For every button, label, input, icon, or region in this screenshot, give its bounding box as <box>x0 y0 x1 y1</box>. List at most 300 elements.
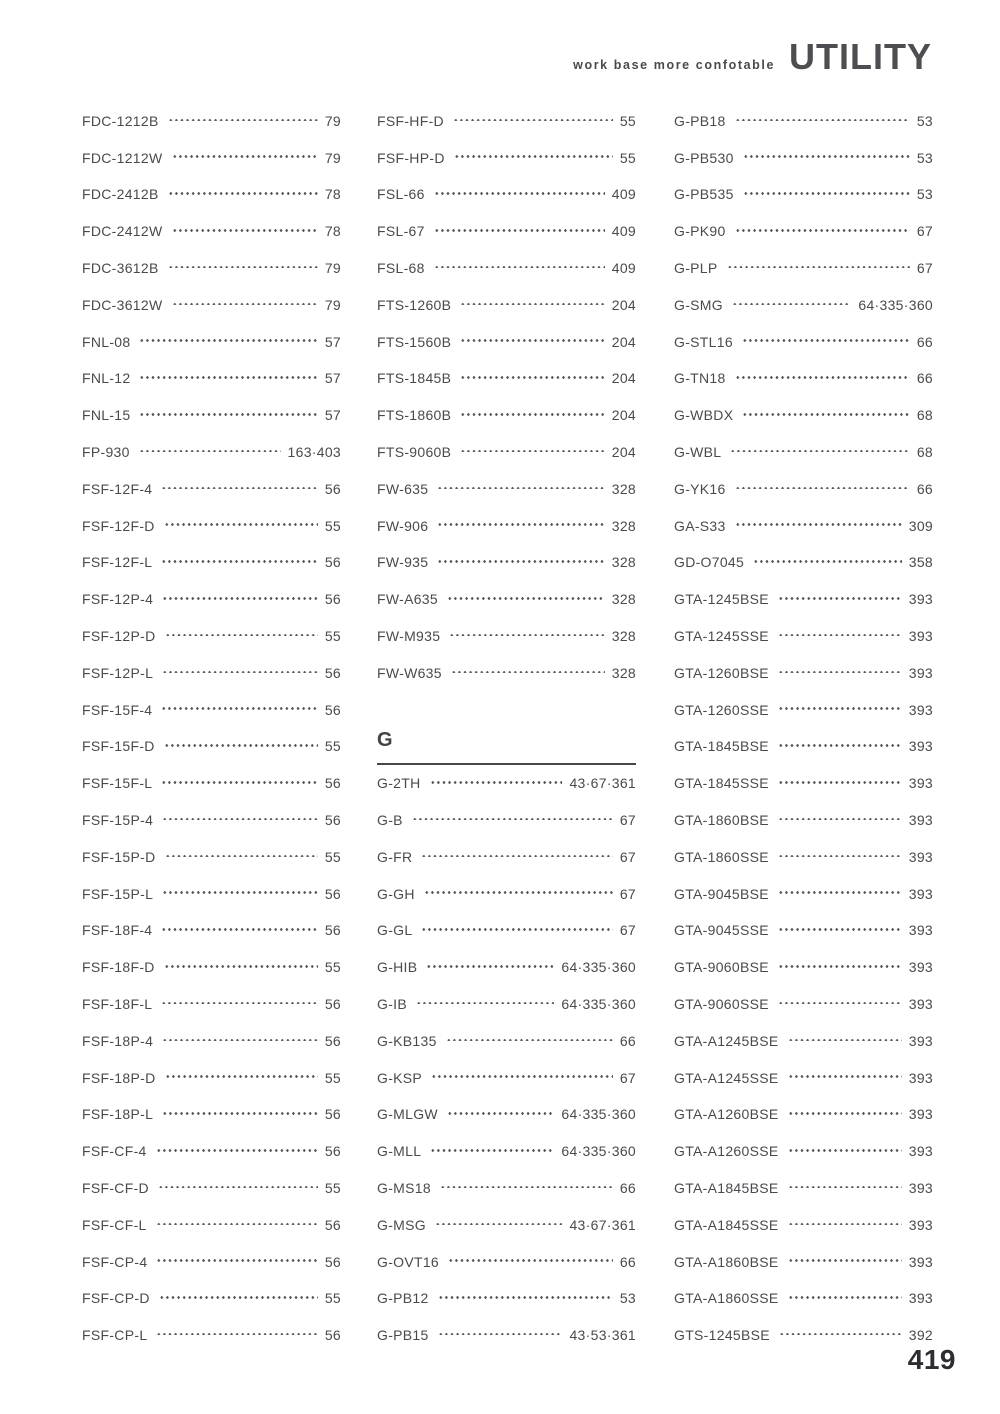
page-reference: 67 <box>619 885 636 902</box>
dot-leader <box>416 1002 554 1005</box>
page-reference: 55 <box>619 112 636 129</box>
index-entry <box>82 912 341 949</box>
page-reference: 78 <box>324 186 341 203</box>
product-code: FNL-12 <box>82 370 131 387</box>
dot-leader <box>451 671 605 674</box>
dot-leader <box>778 891 902 894</box>
product-code: FTS-1260B <box>377 296 452 313</box>
index-entry <box>377 360 636 397</box>
index-entry <box>82 470 341 507</box>
page-reference: 393 <box>908 664 933 681</box>
page-reference: 204 <box>611 370 636 387</box>
product-code: FSL-67 <box>377 223 425 240</box>
page-reference: 358 <box>908 554 933 571</box>
dot-leader <box>168 119 318 122</box>
product-code: FW-M935 <box>377 628 441 645</box>
index-column-1 <box>82 103 341 1354</box>
dot-leader <box>788 1186 902 1189</box>
dot-leader <box>788 1296 902 1299</box>
product-code: FDC-2412W <box>82 223 163 240</box>
index-entry <box>82 397 341 434</box>
page-reference: 56 <box>324 554 341 571</box>
product-code: G-KSP <box>377 1069 423 1086</box>
header-tagline: work base more confotable <box>573 58 776 72</box>
dot-leader <box>172 155 318 158</box>
dot-leader <box>735 523 902 526</box>
index-entry <box>377 286 636 323</box>
section-spacer <box>377 691 636 728</box>
dot-leader <box>437 560 604 563</box>
page-reference: 328 <box>611 554 636 571</box>
dot-leader <box>446 1039 613 1042</box>
product-code: FSF-12P-L <box>82 664 154 681</box>
index-entry <box>377 103 636 140</box>
product-code: GTA-A1860BSE <box>674 1253 779 1270</box>
page-reference: 328 <box>611 517 636 534</box>
page-reference: 56 <box>324 1253 341 1270</box>
index-entry <box>82 360 341 397</box>
page-reference: 393 <box>908 1106 933 1123</box>
index-entry <box>674 1133 933 1170</box>
dot-leader <box>161 928 317 931</box>
page-reference: 393 <box>908 848 933 865</box>
page-reference: 53 <box>916 149 933 166</box>
page-reference: 393 <box>908 959 933 976</box>
page-reference: 79 <box>324 296 341 313</box>
page-reference: 43·67·361 <box>569 775 636 792</box>
dot-leader <box>778 818 902 821</box>
dot-leader <box>778 671 902 674</box>
index-entry <box>674 1243 933 1280</box>
index-entry <box>377 765 636 802</box>
index-entry <box>82 103 341 140</box>
dot-leader <box>454 155 613 158</box>
product-code: G-KB135 <box>377 1032 437 1049</box>
index-entry <box>377 986 636 1023</box>
product-code: GTA-9060BSE <box>674 959 769 976</box>
index-entry <box>82 213 341 250</box>
index-entry <box>377 1170 636 1207</box>
dot-leader <box>139 413 317 416</box>
dot-leader <box>788 1223 902 1226</box>
dot-leader <box>172 303 318 306</box>
product-code: G-MLL <box>377 1143 422 1160</box>
product-code: GTA-1245BSE <box>674 591 769 608</box>
product-code: FSF-15P-D <box>82 848 156 865</box>
page-reference: 66 <box>916 480 933 497</box>
product-code: FTS-1845B <box>377 370 452 387</box>
index-entry <box>82 286 341 323</box>
page-reference: 393 <box>908 885 933 902</box>
index-entry <box>82 1096 341 1133</box>
dot-leader <box>412 818 613 821</box>
dot-leader <box>165 634 318 637</box>
dot-leader <box>421 855 612 858</box>
page-reference: 57 <box>324 333 341 350</box>
index-entry <box>674 323 933 360</box>
product-code: FSF-HP-D <box>377 149 445 166</box>
product-code: FSF-CF-D <box>82 1180 149 1196</box>
index-entry <box>674 507 933 544</box>
page-header <box>573 36 932 78</box>
product-code: G-PB12 <box>377 1290 429 1307</box>
dot-leader <box>165 855 318 858</box>
page-reference: 56 <box>324 996 341 1013</box>
page-reference: 393 <box>908 738 933 755</box>
page-reference: 56 <box>324 480 341 497</box>
dot-leader <box>159 1296 318 1299</box>
dot-leader <box>156 1223 318 1226</box>
dot-leader <box>788 1149 902 1152</box>
product-code: FDC-1212W <box>82 149 163 166</box>
product-code: G-MLGW <box>377 1106 438 1123</box>
product-code: GTA-9060SSE <box>674 996 769 1013</box>
index-entry <box>82 1022 341 1059</box>
page-reference: 204 <box>611 407 636 424</box>
page-reference: 56 <box>324 1143 341 1160</box>
dot-leader <box>779 1333 902 1336</box>
dot-leader <box>778 707 902 710</box>
product-code: FSF-18P-4 <box>82 1032 154 1049</box>
product-code: GTA-1260BSE <box>674 664 769 681</box>
dot-leader <box>727 266 910 269</box>
dot-leader <box>435 1223 563 1226</box>
page-reference: 309 <box>908 517 933 534</box>
dot-leader <box>778 744 902 747</box>
dot-leader <box>158 1186 318 1189</box>
index-entry <box>82 1317 341 1354</box>
index-entry <box>377 1206 636 1243</box>
index-entry <box>674 139 933 176</box>
index-entry <box>674 949 933 986</box>
product-code: FSF-18F-L <box>82 996 153 1013</box>
index-entry <box>674 838 933 875</box>
page-reference: 53 <box>619 1290 636 1307</box>
index-entry <box>674 470 933 507</box>
product-code: FP-930 <box>82 444 130 461</box>
index-entry <box>377 1133 636 1170</box>
page-reference: 56 <box>324 1327 341 1344</box>
page-reference: 57 <box>324 407 341 424</box>
page-reference: 204 <box>611 296 636 313</box>
index-entry <box>674 103 933 140</box>
product-code: G-GL <box>377 922 413 939</box>
page-reference: 55 <box>324 1069 341 1086</box>
product-code: FSF-18F-D <box>82 959 155 976</box>
product-code: FDC-3612B <box>82 260 159 277</box>
page-reference: 67 <box>916 223 933 240</box>
page-reference: 78 <box>324 223 341 240</box>
index-entry <box>674 1317 933 1354</box>
page-reference: 328 <box>611 480 636 497</box>
page-reference: 393 <box>908 591 933 608</box>
product-code: FW-635 <box>377 480 429 497</box>
page-reference: 409 <box>611 186 636 203</box>
dot-leader <box>735 487 910 490</box>
product-code: G-SMG <box>674 296 723 313</box>
index-entry <box>377 949 636 986</box>
index-entry <box>82 838 341 875</box>
product-code: G-PB18 <box>674 112 726 129</box>
index-entry <box>674 618 933 655</box>
dot-leader <box>778 781 902 784</box>
dot-leader <box>778 634 902 637</box>
page-reference: 64·335·360 <box>561 1106 636 1123</box>
page-reference: 393 <box>908 1069 933 1086</box>
page-reference: 393 <box>908 996 933 1013</box>
index-entry <box>674 286 933 323</box>
index-entry <box>674 728 933 765</box>
dot-leader <box>162 891 318 894</box>
dot-leader <box>164 744 318 747</box>
product-code: FSF-CF-L <box>82 1216 147 1233</box>
index-entry <box>674 544 933 581</box>
page-reference: 56 <box>324 1106 341 1123</box>
page-reference: 56 <box>324 812 341 829</box>
product-code: FW-906 <box>377 517 429 534</box>
index-entry <box>674 434 933 471</box>
index-entry <box>674 875 933 912</box>
index-entry <box>377 1280 636 1317</box>
dot-leader <box>161 487 317 490</box>
index-entry <box>82 139 341 176</box>
dot-leader <box>162 1112 318 1115</box>
index-entry <box>674 654 933 691</box>
dot-leader <box>743 192 910 195</box>
product-code: G-WBDX <box>674 407 734 424</box>
dot-leader <box>162 671 318 674</box>
page-reference: 66 <box>916 333 933 350</box>
index-entry <box>82 728 341 765</box>
index-entry <box>674 1096 933 1133</box>
dot-leader <box>156 1259 317 1262</box>
page-reference: 66 <box>619 1180 636 1196</box>
index-entry <box>674 1206 933 1243</box>
product-code: FSF-CP-L <box>82 1327 148 1344</box>
dot-leader <box>735 119 910 122</box>
index-entry <box>377 1022 636 1059</box>
product-code: FSF-18P-L <box>82 1106 154 1123</box>
product-code: FSF-HF-D <box>377 112 444 129</box>
page-reference: 64·335·360 <box>561 996 636 1013</box>
index-entry <box>674 213 933 250</box>
page-reference: 393 <box>908 922 933 939</box>
page-reference: 66 <box>619 1253 636 1270</box>
index-entry <box>377 838 636 875</box>
index-column-2 <box>377 103 636 1354</box>
product-code: GTA-A1260SSE <box>674 1143 779 1160</box>
product-code: FTS-9060B <box>377 444 452 461</box>
product-code: FSF-15F-D <box>82 738 155 755</box>
index-entry <box>674 1280 933 1317</box>
index-entry <box>377 323 636 360</box>
product-code: FSF-15F-L <box>82 775 153 792</box>
dot-leader <box>440 1186 613 1189</box>
dot-leader <box>778 965 902 968</box>
index-column-3 <box>674 103 933 1354</box>
dot-leader <box>449 634 604 637</box>
page-reference: 393 <box>908 1032 933 1049</box>
dot-leader <box>742 413 909 416</box>
page-reference: 393 <box>908 701 933 718</box>
dot-leader <box>447 597 605 600</box>
product-code: FSF-CP-4 <box>82 1253 148 1270</box>
index-entry <box>674 912 933 949</box>
dot-leader <box>788 1075 902 1078</box>
product-code: G-2TH <box>377 775 421 792</box>
page-reference: 328 <box>611 664 636 681</box>
product-code: FSL-66 <box>377 186 425 203</box>
index-entry <box>377 176 636 213</box>
page-reference: 328 <box>611 628 636 645</box>
product-code: GTA-A1845SSE <box>674 1216 779 1233</box>
dot-leader <box>431 1075 613 1078</box>
index-entry <box>377 213 636 250</box>
product-code: GA-S33 <box>674 517 726 534</box>
index-entry <box>82 654 341 691</box>
page-reference: 393 <box>908 1180 933 1196</box>
page-reference: 409 <box>611 223 636 240</box>
index-entry <box>82 323 341 360</box>
index-entry <box>377 618 636 655</box>
index-entry <box>377 912 636 949</box>
dot-leader <box>162 818 318 821</box>
product-code: GTA-A1245BSE <box>674 1032 779 1049</box>
page-reference: 79 <box>324 260 341 277</box>
index-entry <box>674 176 933 213</box>
product-code: G-PB15 <box>377 1327 429 1344</box>
index-entry <box>674 250 933 287</box>
product-code: G-PLP <box>674 260 718 277</box>
product-code: FSF-12P-4 <box>82 591 154 608</box>
index-entry <box>377 1317 636 1354</box>
index-entry <box>82 949 341 986</box>
dot-leader <box>164 965 318 968</box>
product-code: FSF-18P-D <box>82 1069 156 1086</box>
page-reference: 393 <box>908 812 933 829</box>
dot-leader <box>168 266 318 269</box>
dot-leader <box>434 266 605 269</box>
product-code: FSF-CF-4 <box>82 1143 147 1160</box>
dot-leader <box>730 450 909 453</box>
product-code: FDC-3612W <box>82 296 163 313</box>
index-entry <box>82 250 341 287</box>
index-entry <box>674 581 933 618</box>
product-code: FSF-12F-D <box>82 517 155 534</box>
dot-leader <box>788 1259 902 1262</box>
product-code: FSF-18F-4 <box>82 922 153 939</box>
section-title: UTILITY <box>789 36 932 77</box>
page-reference: 53 <box>916 186 933 203</box>
page-reference: 56 <box>324 701 341 718</box>
product-code: G-MS18 <box>377 1180 431 1196</box>
product-code: GTA-1260SSE <box>674 701 769 718</box>
product-code: G-FR <box>377 848 413 865</box>
page-reference: 55 <box>324 517 341 534</box>
product-code: GTA-1245SSE <box>674 628 769 645</box>
index-entry <box>377 470 636 507</box>
dot-leader <box>421 928 612 931</box>
dot-leader <box>453 119 613 122</box>
index-entry <box>674 802 933 839</box>
product-code: GTA-A1260BSE <box>674 1106 779 1123</box>
index-entry <box>82 875 341 912</box>
page-reference: 393 <box>908 1290 933 1307</box>
page-reference: 56 <box>324 922 341 939</box>
product-code: FDC-2412B <box>82 186 159 203</box>
dot-leader <box>162 597 318 600</box>
product-code: FNL-15 <box>82 407 131 424</box>
dot-leader <box>161 781 317 784</box>
product-code: FSF-12F-4 <box>82 480 153 497</box>
index-entry <box>674 1170 933 1207</box>
dot-leader <box>448 1259 613 1262</box>
page-reference: 56 <box>324 664 341 681</box>
index-entry <box>377 139 636 176</box>
dot-leader <box>778 928 902 931</box>
index-entry <box>377 507 636 544</box>
page-reference: 55 <box>324 848 341 865</box>
product-code: FSF-12F-L <box>82 554 153 571</box>
index-entry <box>82 176 341 213</box>
index-entry <box>377 250 636 287</box>
page-reference: 393 <box>908 628 933 645</box>
index-entry <box>377 654 636 691</box>
dot-leader <box>460 450 604 453</box>
page-reference: 163·403 <box>287 444 341 461</box>
dot-leader <box>426 965 554 968</box>
page-reference: 67 <box>619 1069 636 1086</box>
index-entry <box>674 1059 933 1096</box>
dot-leader <box>460 339 604 342</box>
index-entry <box>82 802 341 839</box>
product-code: GTA-9045BSE <box>674 885 769 902</box>
product-code: GTA-1860BSE <box>674 812 769 829</box>
dot-leader <box>430 781 563 784</box>
dot-leader <box>434 229 605 232</box>
page-reference: 64·335·360 <box>561 1143 636 1160</box>
dot-leader <box>437 487 604 490</box>
page-reference: 55 <box>324 738 341 755</box>
product-code: FDC-1212B <box>82 112 159 129</box>
index-entry <box>377 1059 636 1096</box>
product-code: FSF-15F-4 <box>82 701 153 718</box>
dot-leader <box>753 560 902 563</box>
index-entry <box>82 1280 341 1317</box>
page-reference: 393 <box>908 1216 933 1233</box>
dot-leader <box>447 1112 554 1115</box>
page-reference: 67 <box>619 812 636 829</box>
index-entry <box>82 544 341 581</box>
product-code: FSL-68 <box>377 260 425 277</box>
page-reference: 56 <box>324 1216 341 1233</box>
dot-leader <box>735 376 910 379</box>
page-reference: 55 <box>324 628 341 645</box>
product-code: GTS-1245BSE <box>674 1327 770 1344</box>
index-entry <box>82 1133 341 1170</box>
dot-leader <box>778 1002 902 1005</box>
page-reference: 204 <box>611 333 636 350</box>
product-code: G-YK16 <box>674 480 726 497</box>
page-reference: 79 <box>324 112 341 129</box>
page-reference: 68 <box>916 407 933 424</box>
page-reference: 55 <box>324 1290 341 1307</box>
index-entry <box>82 1243 341 1280</box>
product-code: G-PK90 <box>674 223 726 240</box>
product-code: GTA-A1860SSE <box>674 1290 779 1307</box>
page-reference: 68 <box>916 444 933 461</box>
product-code: GTA-1845SSE <box>674 775 769 792</box>
